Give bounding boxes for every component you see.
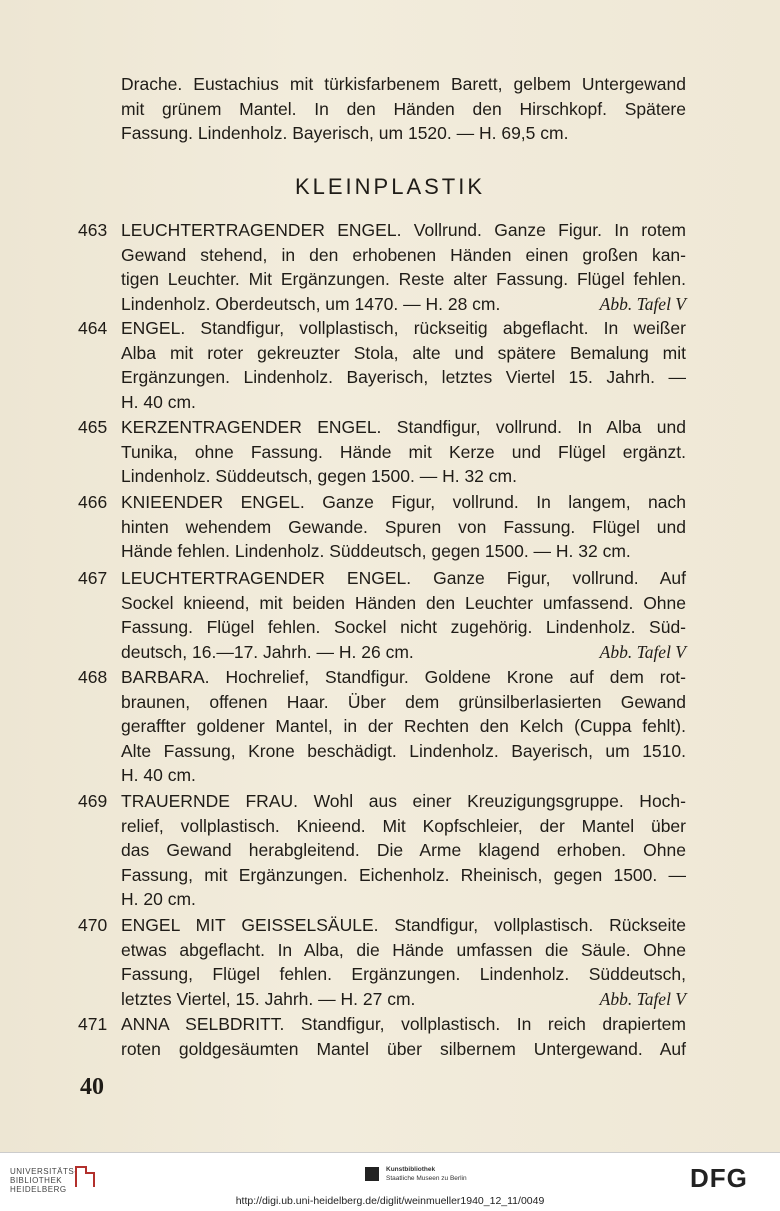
entry-line [121,714,686,739]
catalog-entry [78,913,686,1011]
entry-line [121,316,686,341]
entry-line [121,913,686,938]
entry-line [121,267,686,292]
entry-line [121,863,686,888]
entry-line [121,640,686,665]
entry-line [121,789,686,814]
entry-text [121,415,686,489]
university-logo-line: BIBLIOTHEK [10,1176,63,1185]
entry-line [121,515,686,540]
entry-number: 464 [78,318,108,338]
dfg-logo: DFG [690,1163,748,1193]
university-logo-line: HEIDELBERG [10,1185,67,1194]
entry-line-text: tigen Leuchter. Mit Ergänzungen. Reste alter Fassung. Flügel fehlen. [121,269,686,289]
entry-line-text: das Gewand herabgleitend. Die Arme klagend erhoben. Ohne [121,840,686,860]
catalog-entry [78,316,686,414]
entry-number: 463 [78,220,108,240]
catalog-entry [78,1012,686,1061]
entry-line [121,962,686,987]
entry-line-text: BARBARA. Hochrelief, Standfigur. Goldene Krone auf dem rot- [121,667,686,687]
entry-line-text: relief, vollplastisch. Knieend. Mit Kopfschleier, der Mantel über [121,815,686,836]
page-number: 40 [80,1074,104,1100]
section-title: KLEINPLASTIK [294,174,486,199]
entry-line [121,390,686,415]
entry-line [121,243,686,268]
entry-text [121,913,686,1011]
intro-paragraph [121,72,686,146]
entry-line [121,987,686,1012]
entry-line-text: Ergänzungen. Lindenholz. Bayerisch, letztes Viertel 15. Jahrh. — [121,367,686,387]
entry-number: 467 [78,568,108,588]
entry-line-text: LEUCHTERTRAGENDER ENGEL. Ganze Figur, vollrund. Auf [121,568,686,588]
entry-number: 471 [78,1014,108,1034]
entry-line-text: Lindenholz. Süddeutsch, gegen 1500. — H. 32 cm. [121,466,517,486]
entry-text [121,566,686,664]
catalog-entry [78,415,686,489]
entry-number: 466 [78,492,108,512]
entry-text [121,1012,686,1061]
entry-line [121,539,686,564]
entry-line-text: Hände fehlen. Lindenholz. Süddeutsch, gegen 1500. — H. 32 cm. [121,541,631,561]
entry-text [121,665,686,788]
entry-number: 465 [78,417,108,437]
entry-line-text: Fassung. Flügel fehlen. Sockel nicht zugehörig. Lindenholz. Süd- [121,617,686,637]
entry-line [121,887,686,912]
entry-line [121,566,686,591]
entry-text [121,490,686,564]
entry-line-text: KERZENTRAGENDER ENGEL. Standfigur, vollrund. In Alba und [121,417,686,437]
entry-line-text: H. 40 cm. [121,391,196,412]
entry-line-text: ANNA SELBDRITT. Standfigur, vollplastisch. In reich drapiertem [121,1014,686,1034]
entry-line [121,838,686,863]
entry-line [121,665,686,690]
entry-line [121,440,686,465]
entry-line [121,615,686,640]
entry-line [121,218,686,243]
catalog-entry [78,218,686,316]
entry-line-text: deutsch, 16.—17. Jahrh. — H. 26 cm. [121,641,414,662]
entry-line-text: geraffter goldener Mantel, in der Rechten den Kelch (Cuppa fehlt). [121,716,686,736]
catalog-entry [78,789,686,912]
entry-line [121,814,686,839]
entry-line [121,464,686,489]
university-emblem-icon [74,1163,96,1189]
entry-number: 469 [78,791,108,811]
entry-line [121,341,686,366]
footer [0,1152,780,1211]
entry-line-text: ENGEL. Standfigur, vollplastisch, rückseitig abgeflacht. In weißer [121,318,686,338]
entry-line-text: LEUCHTERTRAGENDER ENGEL. Vollrund. Ganze Figur. In rotem [121,220,686,240]
entry-line-text: Fassung, Flügel fehlen. Ergänzungen. Lindenholz. Süddeutsch, [121,964,686,984]
entry-line [121,938,686,963]
catalog-entry [78,665,686,788]
entry-line-text: Sockel knieend, mit beiden Händen den Leuchter umfassend. Ohne [121,592,686,613]
kunstbibliothek-label [386,1165,467,1183]
source-url[interactable]: http://digi.ub.uni-heidelberg.de/diglit/weinmueller1940_12_11/0049 [235,1195,545,1207]
entry-line [121,490,686,515]
intro-line: Fassung. Lindenholz. Bayerisch, um 1520. — H. 69,5 cm. [121,123,569,143]
catalog-entry [78,490,686,564]
kb-line: Staatliche Museen zu Berlin [386,1175,467,1182]
entry-line-text: Tunika, ohne Fassung. Hände mit Kerze und Flügel ergänzt. [121,441,686,462]
entry-line-text: ENGEL MIT GEISSELSÄULE. Standfigur, vollplastisch. Rückseite [121,915,686,935]
entry-text [121,316,686,414]
entry-line-text: hinten wehendem Gewande. Spuren von Fassung. Flügel und [121,516,686,537]
catalog-entry [78,566,686,664]
entry-line-text: Lindenholz. Oberdeutsch, um 1470. — H. 28 cm. [121,293,501,314]
entry-line [121,365,686,390]
plate-reference: Abb. Tafel V [599,641,686,662]
entry-line-text: etwas abgeflacht. In Alba, die Hände umfassen die Säule. Ohne [121,939,686,960]
kunstbibliothek-logo-icon [365,1167,379,1181]
entry-line [121,292,686,317]
entry-line-text: Alba mit roter gekreuzter Stola, alte und spätere Bemalung mit [121,342,686,363]
entry-number: 468 [78,667,108,687]
entry-line [121,690,686,715]
entry-line-text: TRAUERNDE FRAU. Wohl aus einer Kreuzigungsgruppe. Hoch- [121,791,686,811]
entry-line [121,1012,686,1037]
entry-text [121,218,686,316]
entry-line [121,415,686,440]
plate-reference: Abb. Tafel V [599,293,686,314]
intro-line: mit grünem Mantel. In den Händen den Hirschkopf. Spätere [121,98,686,119]
entry-line-text: letztes Viertel, 15. Jahrh. — H. 27 cm. [121,988,416,1009]
entry-number: 470 [78,915,108,935]
entry-line-text: Alte Fassung, Krone beschädigt. Lindenholz. Bayerisch, um 1510. [121,740,686,761]
entry-line-text: H. 40 cm. [121,765,196,785]
entry-text [121,789,686,912]
entry-line-text: H. 20 cm. [121,889,196,909]
entry-line-text: KNIEENDER ENGEL. Ganze Figur, vollrund. In langem, nach [121,492,686,512]
entry-line-text: Gewand stehend, in den erhobenen Händen einen großen kan- [121,244,686,265]
entry-line-text: braunen, offenen Haar. Über dem grünsilberlasierten Gewand [121,691,686,712]
entry-line [121,739,686,764]
kb-line: Kunstbibliothek [386,1166,436,1173]
university-logo [10,1167,77,1194]
plate-reference: Abb. Tafel V [599,988,686,1009]
entry-line [121,763,686,788]
entry-line-text: roten goldgesäumten Mantel über silbernem Untergewand. Auf [121,1038,686,1059]
entry-line [121,591,686,616]
intro-line: Drache. Eustachius mit türkisfarbenem Barett, gelbem Untergewand [121,74,686,94]
entry-line-text: Fassung, mit Ergänzungen. Eichenholz. Rheinisch, gegen 1500. — [121,864,686,885]
entry-line [121,1037,686,1062]
university-logo-line: UNIVERSITÄTS- [10,1167,78,1176]
